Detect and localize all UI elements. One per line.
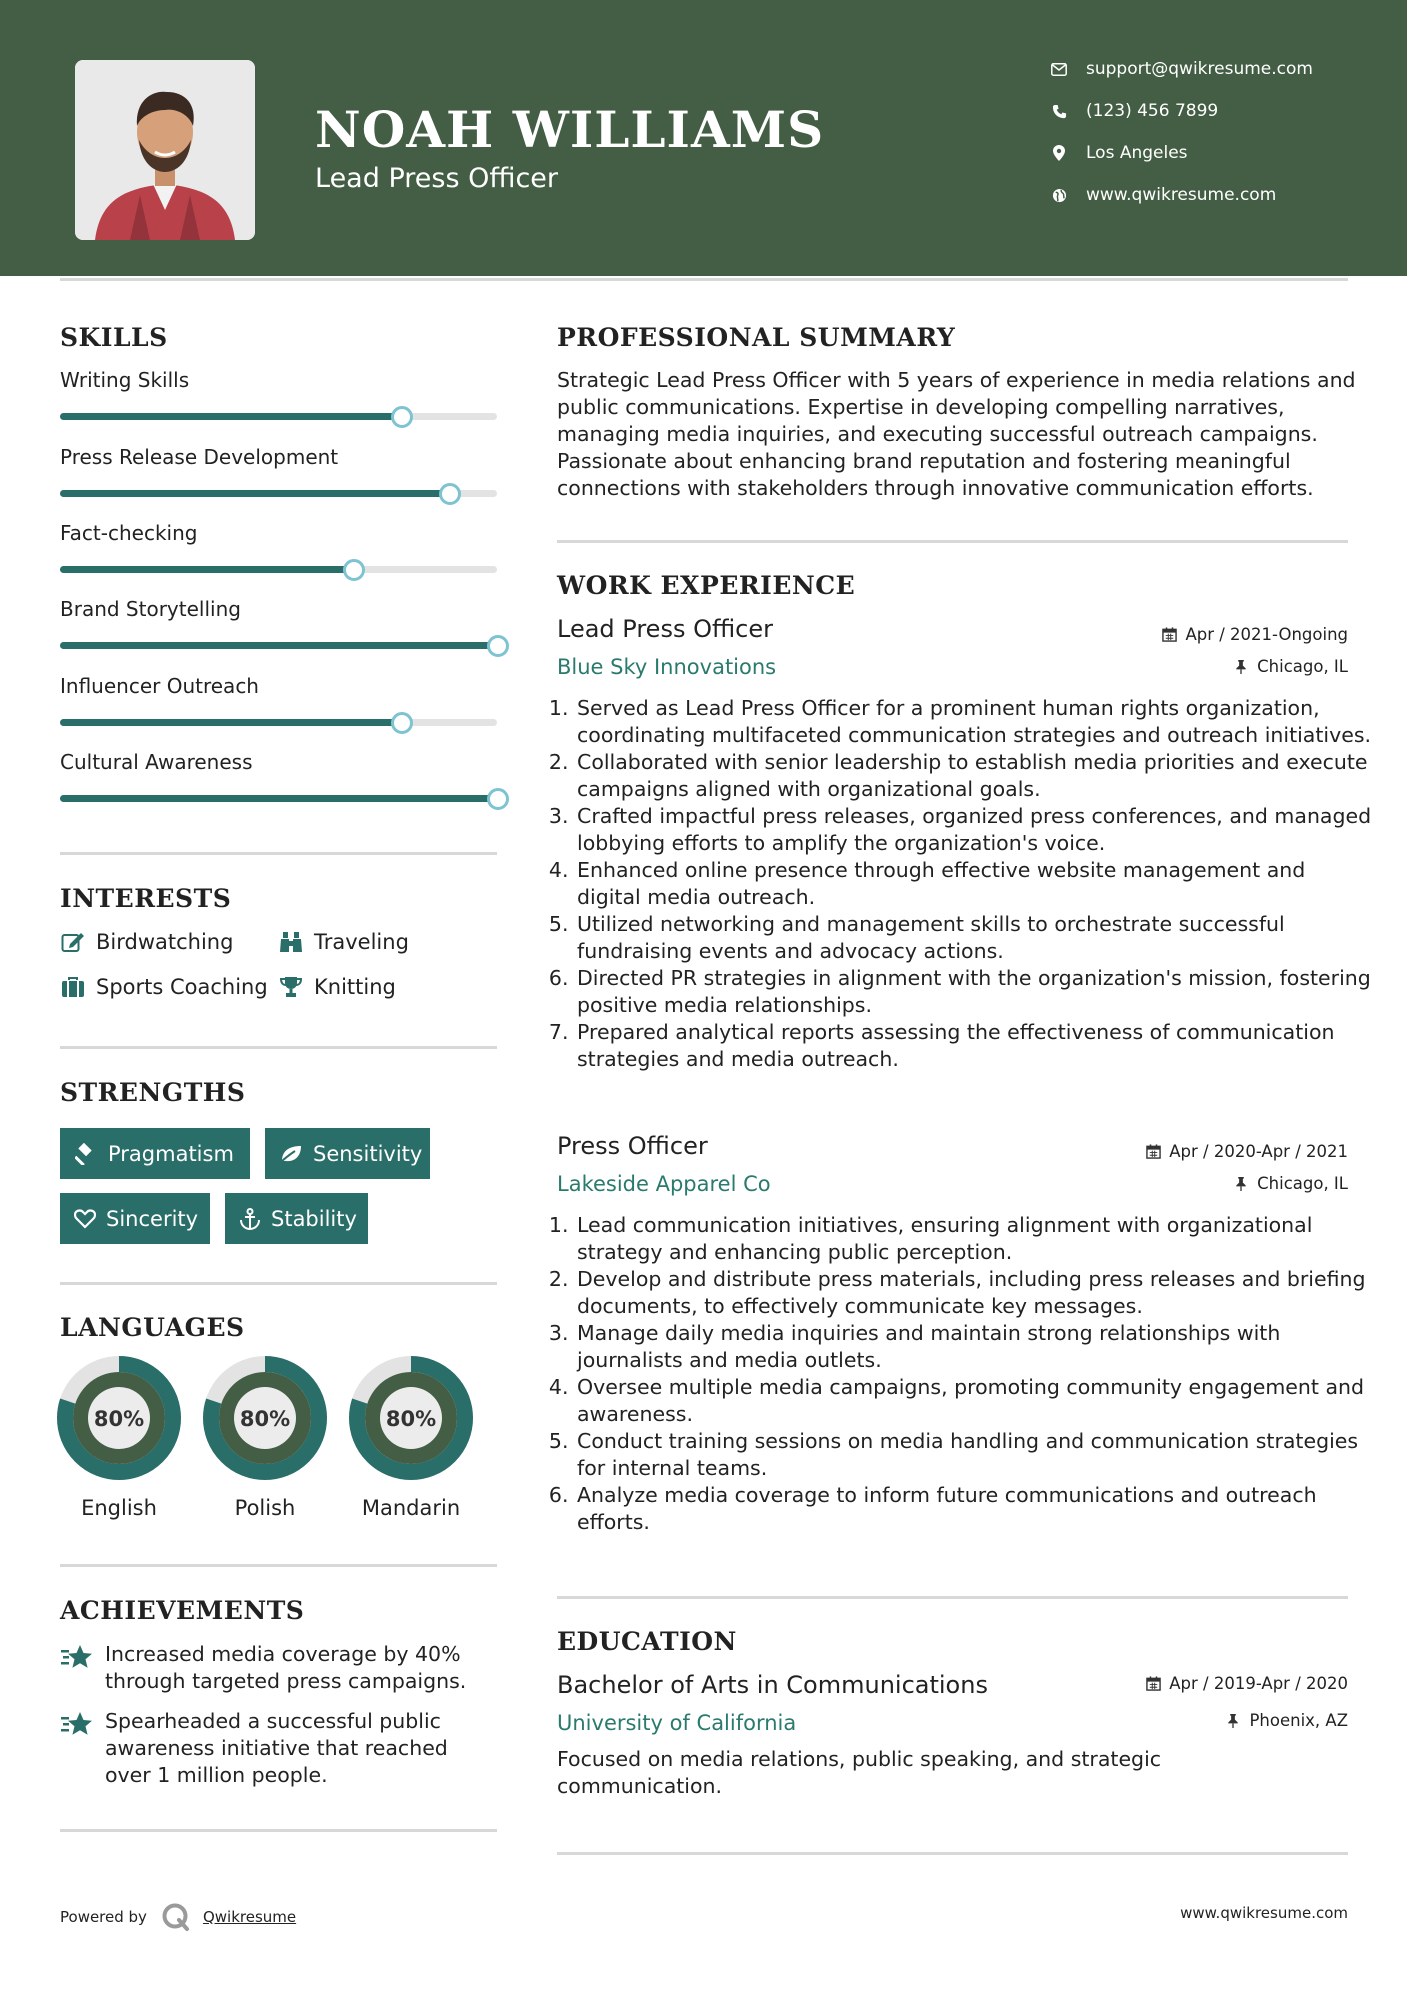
duty-item: 5. Conduct training sessions on media handling and communication strategies for internal teams. (575, 1428, 1375, 1482)
contact-phone[interactable] (1050, 99, 1218, 123)
resume-header (0, 0, 1407, 276)
summary-heading: PROFESSIONAL SUMMARY (557, 323, 956, 352)
candidate-title: Lead Press Officer (315, 163, 558, 194)
duty-item: 2. Develop and distribute press materials, including press releases and briefing documents, to effectively communicate key messages. (575, 1266, 1375, 1320)
interest-item (278, 929, 409, 955)
skill-bar-knob (487, 788, 509, 810)
achievement-text: Increased media coverage by 40% through targeted press campaigns. (105, 1642, 467, 1693)
job-dates-text: Apr / 2021-Ongoing (1185, 625, 1348, 644)
briefcase-icon (60, 974, 86, 1000)
skill-bar-knob (391, 406, 413, 428)
education-dates-text: Apr / 2019-Apr / 2020 (1169, 1674, 1348, 1693)
strength-badge (225, 1193, 368, 1244)
section-divider (60, 1282, 497, 1285)
education-location (1225, 1711, 1348, 1730)
strength-label: Sincerity (106, 1206, 199, 1231)
language-progress-ring (203, 1356, 327, 1480)
language-percent: 80% (239, 1407, 291, 1431)
skill-bar (60, 566, 497, 573)
footer-url[interactable]: www.qwikresume.com (1180, 1904, 1348, 1922)
footer-powered-by (60, 1902, 296, 1932)
language-name: Mandarin (361, 1496, 461, 1520)
duty-item: 6. Analyze media coverage to inform future communications and outreach efforts. (575, 1482, 1375, 1536)
job-title: Press Officer (557, 1132, 708, 1160)
degree-title: Bachelor of Arts in Communications (557, 1671, 988, 1699)
contact-email-text: support@qwikresume.com (1086, 59, 1313, 79)
interest-item (60, 974, 268, 1000)
duty-item: 6. Directed PR strategies in alignment with the organization's mission, fostering positive media relationships. (575, 965, 1375, 1019)
job-dates (1145, 1142, 1348, 1161)
interest-label: Birdwatching (96, 930, 234, 954)
phone-icon (1050, 102, 1068, 120)
education-heading: EDUCATION (557, 1627, 737, 1656)
skill-bar-fill (60, 795, 497, 802)
duty-item: 1. Lead communication initiatives, ensuring alignment with organizational strategy and enhancing public perception. (575, 1212, 1375, 1266)
section-divider (557, 1852, 1348, 1855)
header-divider (60, 278, 1348, 281)
section-divider (60, 852, 497, 855)
skill-bar (60, 795, 497, 802)
job-title: Lead Press Officer (557, 615, 773, 643)
trophy-icon (278, 974, 304, 1000)
heart-icon (74, 1207, 96, 1231)
binoculars-icon (278, 929, 304, 955)
school-name: University of California (557, 1711, 797, 1735)
leaf-icon (279, 1142, 303, 1166)
strength-label: Sensitivity (313, 1141, 423, 1166)
pushpin-icon (1233, 659, 1249, 675)
company-name: Blue Sky Innovations (557, 655, 777, 679)
skill-bar-fill (60, 566, 353, 573)
skill-bar-fill (60, 413, 401, 420)
strength-label: Stability (271, 1206, 357, 1231)
section-divider (557, 540, 1348, 543)
star-icon (60, 1708, 94, 1742)
language-item (57, 1356, 181, 1520)
star-icon (60, 1641, 94, 1675)
language-progress-ring (57, 1356, 181, 1480)
strength-badge (60, 1128, 250, 1179)
skill-bar (60, 490, 497, 497)
section-divider (60, 1829, 497, 1832)
language-percent: 80% (93, 1407, 145, 1431)
job-duties (557, 695, 1375, 1073)
interest-item (60, 929, 233, 955)
education-location-text: Phoenix, AZ (1249, 1711, 1348, 1730)
qwikresume-logo-icon (161, 1902, 191, 1932)
education-description: Focused on media relations, public speaking, and strategic communication. (557, 1747, 1162, 1798)
skill-bar-fill (60, 719, 401, 726)
language-name: English (81, 1496, 157, 1520)
achievement-item (60, 1641, 500, 1695)
map-pin-icon (1050, 144, 1068, 162)
skill-label: Influencer Outreach (60, 674, 259, 698)
skill-label: Brand Storytelling (60, 597, 241, 621)
job-location-text: Chicago, IL (1257, 1174, 1348, 1193)
calendar-icon (1145, 1676, 1161, 1692)
skill-bar (60, 719, 497, 726)
language-percent: 80% (385, 1407, 437, 1431)
language-progress-ring (349, 1356, 473, 1480)
job-dates (1161, 625, 1348, 644)
section-divider (60, 1046, 497, 1049)
skill-bar-knob (391, 712, 413, 734)
duty-item: 4. Oversee multiple media campaigns, promoting community engagement and awareness. (575, 1374, 1375, 1428)
section-divider (60, 1564, 497, 1567)
contact-location (1050, 141, 1188, 165)
job-duties (557, 1212, 1375, 1536)
strengths-heading: STRENGTHS (60, 1078, 246, 1107)
skill-label: Fact-checking (60, 521, 198, 545)
achievement-item (60, 1708, 500, 1789)
skill-bar (60, 413, 497, 420)
skill-bar-fill (60, 642, 497, 649)
skill-bar-fill (60, 490, 449, 497)
interests-heading: INTERESTS (60, 884, 232, 913)
anchor-icon (239, 1207, 261, 1231)
skill-bar-knob (487, 635, 509, 657)
job-location-text: Chicago, IL (1257, 657, 1348, 676)
pencil-square-icon (60, 929, 86, 955)
languages-heading: LANGUAGES (60, 1313, 245, 1342)
strength-badge (265, 1128, 430, 1179)
language-name: Polish (234, 1496, 296, 1520)
language-item (203, 1356, 327, 1520)
summary-text: Strategic Lead Press Officer with 5 years of experience in media relations and public communications. Expertise in developing compelling narratives, managing media inquiries, and executing successful outreach campaigns. Passionate about enhancing brand reputation and fostering meaningful connections with stakeholders through innovative communication efforts. (557, 368, 1356, 500)
duty-item: 3. Manage daily media inquiries and maintain strong relationships with journalists and media outlets. (575, 1320, 1375, 1374)
powered-by-label: Powered by (60, 1908, 147, 1926)
education-dates (1145, 1674, 1348, 1693)
skill-label: Press Release Development (60, 445, 339, 469)
experience-heading: WORK EXPERIENCE (557, 571, 856, 600)
duty-item: 5. Utilized networking and management skills to orchestrate successful fundraising events and advocacy actions. (575, 911, 1375, 965)
skills-heading: SKILLS (60, 323, 168, 352)
job-location (1233, 1174, 1348, 1193)
section-divider (557, 1596, 1348, 1599)
interest-item (278, 974, 396, 1000)
strength-label: Pragmatism (108, 1141, 234, 1166)
skill-bar-knob (343, 559, 365, 581)
profile-photo (75, 60, 255, 240)
job-location (1233, 657, 1348, 676)
language-item (349, 1356, 473, 1520)
job-dates-text: Apr / 2020-Apr / 2021 (1169, 1142, 1348, 1161)
calendar-icon (1145, 1144, 1161, 1160)
strength-badge (60, 1193, 210, 1244)
duty-item: 3. Crafted impactful press releases, organized press conferences, and managed lobbying efforts to amplify the organization's voice. (575, 803, 1375, 857)
duty-item: 7. Prepared analytical reports assessing the effectiveness of communication strategies and media outreach. (575, 1019, 1375, 1073)
pushpin-icon (1225, 1713, 1241, 1729)
skill-bar-knob (439, 483, 461, 505)
candidate-name: NOAH WILLIAMS (315, 100, 825, 159)
contact-location-text: Los Angeles (1086, 143, 1188, 163)
interest-label: Knitting (314, 975, 396, 999)
qwikresume-link[interactable]: Qwikresume (202, 1908, 297, 1926)
achievement-text: Spearheaded a successful public awareness initiative that reached over 1 million people. (105, 1709, 448, 1787)
globe-icon (1050, 186, 1068, 204)
contact-email[interactable] (1050, 57, 1313, 81)
contact-phone-text: (123) 456 7899 (1086, 101, 1219, 121)
contact-website[interactable] (1050, 183, 1276, 207)
skill-label: Writing Skills (60, 368, 190, 392)
interest-label: Sports Coaching (96, 975, 268, 999)
skill-bar (60, 642, 497, 649)
pushpin-icon (1233, 1176, 1249, 1192)
duty-item: 1. Served as Lead Press Officer for a prominent human rights organization, coordinating multifaceted communication strategies and outreach initiatives. (575, 695, 1375, 749)
interest-label: Traveling (314, 930, 409, 954)
duty-item: 4. Enhanced online presence through effective website management and digital media outreach. (575, 857, 1375, 911)
company-name: Lakeside Apparel Co (557, 1172, 771, 1196)
duty-item: 2. Collaborated with senior leadership to establish media priorities and execute campaigns aligned with organizational goals. (575, 749, 1375, 803)
skill-label: Cultural Awareness (60, 750, 253, 774)
envelope-icon (1050, 60, 1068, 78)
achievements-heading: ACHIEVEMENTS (60, 1596, 305, 1625)
calendar-icon (1161, 627, 1177, 643)
contact-website-text: www.qwikresume.com (1086, 185, 1277, 205)
gavel-icon (74, 1142, 98, 1166)
